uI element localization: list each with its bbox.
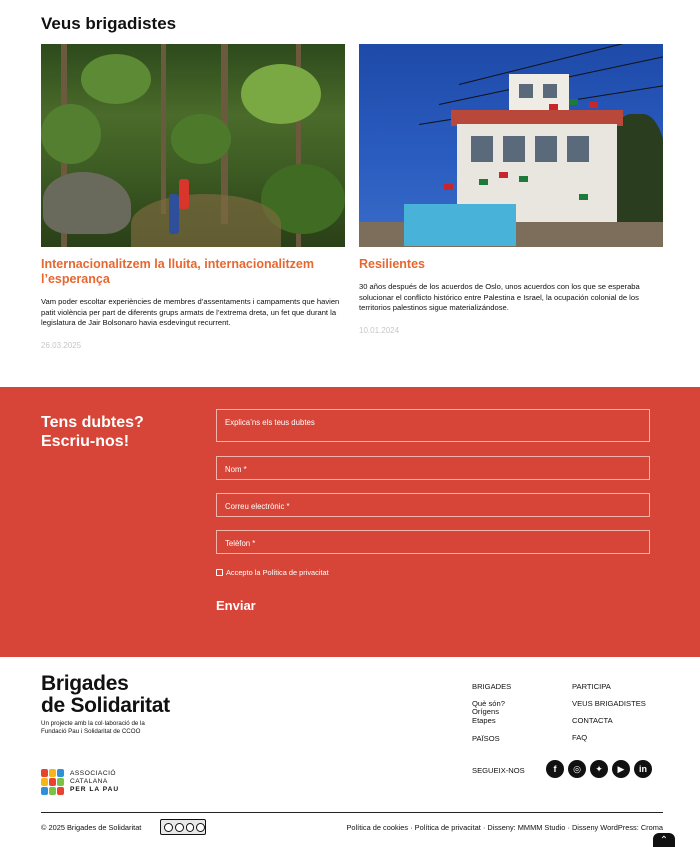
email-field[interactable] bbox=[216, 493, 650, 517]
footer-divider bbox=[41, 812, 663, 813]
contact-heading-line2: Escriu-nos! bbox=[41, 433, 130, 450]
follow-label: SEGUEIX-NOS bbox=[472, 766, 525, 775]
article-image-forest[interactable] bbox=[41, 44, 345, 247]
phone-field[interactable] bbox=[216, 530, 650, 554]
creative-commons-icon[interactable] bbox=[160, 819, 206, 835]
privacy-checkbox[interactable] bbox=[216, 569, 223, 576]
legal-links[interactable]: Política de cookies · Política de privacitat · Disseny: MMMM Studio · Disseny WordPress: Croma bbox=[346, 823, 663, 832]
phone-placeholder: Telèfon * bbox=[225, 539, 256, 548]
footer-nav-veus-brigadistes[interactable]: VEUS BRIGADISTES bbox=[572, 699, 646, 708]
brand-line2: de Solidaritat bbox=[41, 694, 170, 717]
contact-section bbox=[0, 387, 700, 657]
footer-nav-etapes[interactable]: Etapes bbox=[472, 715, 496, 725]
footer-nav-participa[interactable]: PARTICIPA bbox=[572, 682, 611, 691]
acp-logo-icon bbox=[41, 769, 64, 795]
footer-nav-contacta[interactable]: CONTACTA bbox=[572, 716, 613, 725]
footer-nav-brigades[interactable]: BRIGADES bbox=[472, 682, 512, 691]
brand-logo[interactable] bbox=[41, 673, 170, 717]
brand-line1: Brigades bbox=[41, 672, 129, 695]
acp-logo[interactable] bbox=[41, 769, 119, 795]
instagram-icon[interactable]: ◎ bbox=[568, 760, 586, 778]
privacy-label[interactable]: Accepto la Política de privacitat bbox=[226, 568, 329, 577]
site-footer bbox=[0, 657, 700, 847]
article-title[interactable]: Internacionalitzem la lluita, internacionalitzem l’esperança bbox=[41, 257, 314, 286]
linkedin-icon[interactable]: in bbox=[634, 760, 652, 778]
submit-button[interactable]: Enviar bbox=[216, 598, 256, 613]
brand-subtitle: Un projecte amb la col·laboració de la Fundació Pau i Solidaritat de CCOO bbox=[41, 720, 145, 735]
article-card[interactable] bbox=[359, 44, 663, 335]
veus-brigadistes-section bbox=[0, 0, 700, 387]
article-excerpt: 30 años después de los acuerdos de Oslo, unos acuerdos con los que se esperaba solucionar el conflicto histórico entre Palestina e Israel, la ocupación colonial de los territorios palestinos sigue materializándose. bbox=[359, 282, 640, 313]
footer-nav-faq[interactable]: FAQ bbox=[572, 733, 588, 742]
doubts-textarea[interactable] bbox=[216, 409, 650, 442]
doubts-placeholder: Explica’ns els teus dubtes bbox=[225, 418, 315, 427]
scroll-to-top-chevron-icon[interactable]: ⌃ bbox=[653, 833, 675, 847]
facebook-icon[interactable]: f bbox=[546, 760, 564, 778]
copyright-text: © 2025 Brigades de Solidaritat bbox=[41, 823, 142, 832]
contact-heading-line1: Tens dubtes? bbox=[41, 414, 144, 431]
article-image-building[interactable] bbox=[359, 44, 663, 247]
acp-logo-text: ASSOCIACIÓ CATALANA PER LA PAU bbox=[70, 770, 120, 793]
name-placeholder: Nom * bbox=[225, 465, 247, 474]
youtube-icon[interactable]: ▶ bbox=[612, 760, 630, 778]
article-card[interactable] bbox=[41, 44, 345, 350]
name-field[interactable] bbox=[216, 456, 650, 480]
footer-nav-origens[interactable]: Orígens bbox=[472, 707, 500, 717]
article-title[interactable]: Resilientes bbox=[359, 257, 426, 271]
section-title: Veus brigadistes bbox=[41, 14, 177, 33]
privacy-consent[interactable] bbox=[216, 568, 329, 577]
article-excerpt: Vam poder escoltar experiències de membres d’assentaments i campaments que havien patit violència per part de diferents grups armats de l’extrema dreta, un fet que durant la legislatura de Jair Bolsonaro havia esdevingut recurrent. bbox=[41, 297, 340, 328]
footer-nav-submenu bbox=[472, 700, 532, 725]
bluesky-icon[interactable]: ✦ bbox=[590, 760, 608, 778]
footer-nav-paisos[interactable]: PAÏSOS bbox=[472, 734, 500, 743]
article-date: 26.03.2025 bbox=[41, 340, 82, 350]
social-links bbox=[546, 760, 652, 778]
contact-heading bbox=[41, 413, 144, 451]
footer-nav-qui-son[interactable]: Què són? bbox=[472, 699, 505, 708]
email-placeholder: Correu electrònic * bbox=[225, 502, 290, 511]
article-date: 10.01.2024 bbox=[359, 325, 400, 335]
